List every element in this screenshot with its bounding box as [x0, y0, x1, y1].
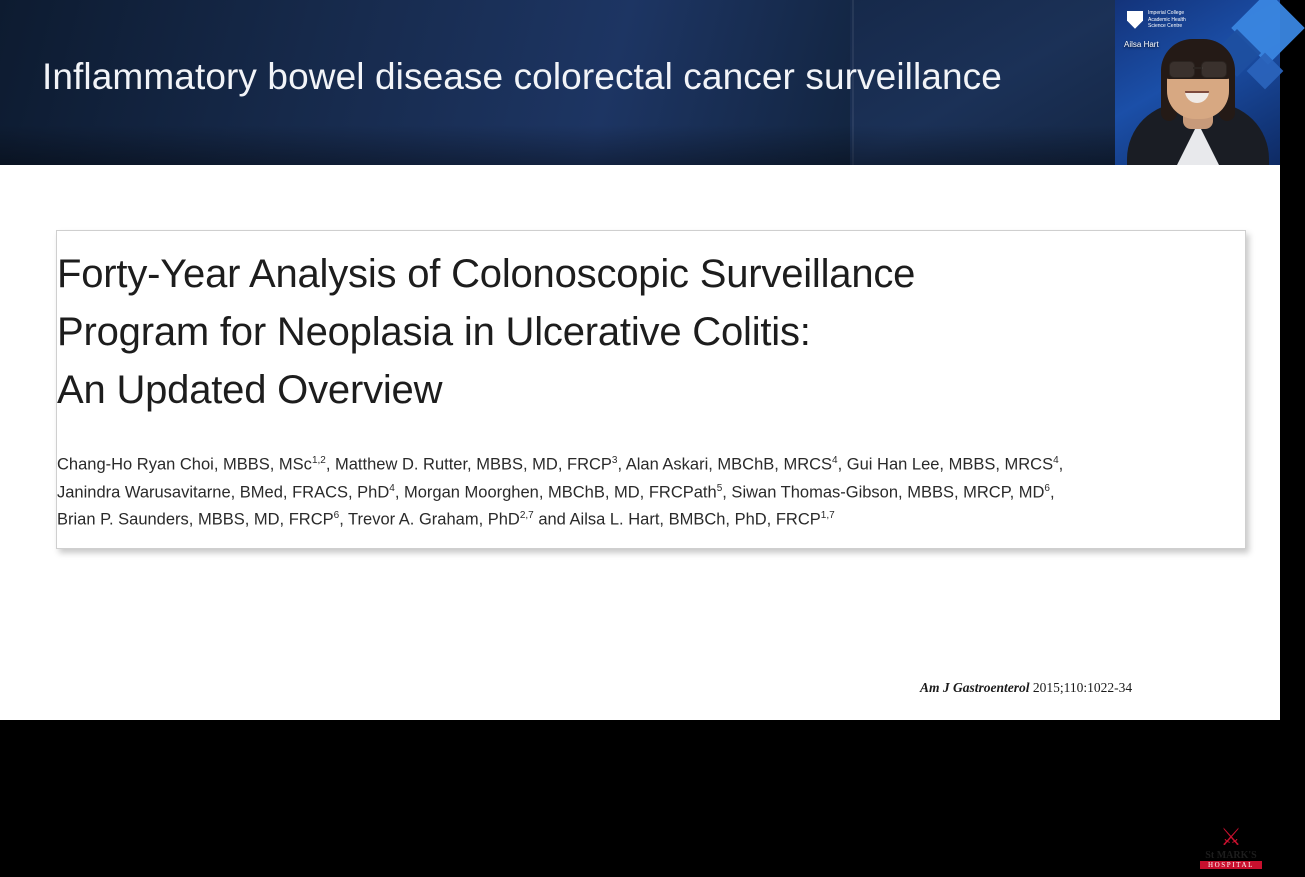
author-line-3: Brian P. Saunders, MBBS, MD, FRCP$^6$, Trevor A. Graham, PhD$^{2,7}$ and Ailsa L. Hart, BMBCh, PhD, FRCP$^{1,7}$	[57, 510, 835, 529]
citation-journal: Am J Gastroenterol	[920, 680, 1030, 695]
article-title	[57, 245, 1227, 419]
hospital-sub-text: HOSPITAL	[1207, 861, 1255, 869]
article-title-line-1: Forty-Year Analysis of Colonoscopic Surveillance	[57, 252, 916, 296]
header-bottom-shade	[0, 125, 1280, 165]
article-title-line-2: Program for Neoplasia in Ulcerative Colitis:	[57, 310, 811, 354]
hospital-name-text: St MARK'S	[1205, 850, 1257, 861]
glasses-icon	[1169, 61, 1227, 77]
slide-content-area	[0, 165, 1280, 869]
shield-icon	[1127, 11, 1143, 29]
logo-line-1: Imperial College	[1148, 10, 1185, 16]
logo-line-3: Science Centre	[1148, 23, 1183, 29]
glasses-lens-left	[1169, 61, 1195, 78]
speaker-name-label: Ailsa Hart	[1124, 40, 1159, 49]
speaker-video-thumbnail[interactable]	[1115, 0, 1280, 165]
article-author-list	[57, 449, 1227, 532]
article-title-line-3: An Updated Overview	[57, 368, 443, 412]
author-line-1: Chang-Ho Ryan Choi, MBBS, MSc$^{1,2}$, Matthew D. Rutter, MBBS, MD, FRCP$^3$, Alan Askari, MBChB, MRCS$^4$, Gui Han Lee, MBBS, MRCS$^4$,	[57, 455, 1064, 474]
imperial-college-logo-text	[1148, 10, 1186, 30]
citation-details: 2015;110:1022-34	[1032, 680, 1133, 695]
author-line-2: Janindra Warusavitarne, BMed, FRACS, PhD$^4$, Morgan Moorghen, MBChB, MD, FRCPath$^5$, Siwan Thomas-Gibson, MBBS, MRCP, $MD^6$,	[57, 482, 1055, 501]
slide-title: Inflammatory bowel disease colorectal cancer surveillance	[42, 56, 1002, 97]
citation-text	[920, 680, 1132, 696]
glasses-lens-right	[1201, 61, 1227, 78]
imperial-college-logo	[1127, 10, 1186, 30]
journal-article-screenshot	[56, 230, 1246, 549]
st-marks-hospital-logo	[1198, 825, 1264, 877]
lion-icon: ⚔	[1220, 824, 1242, 851]
slide-header-band	[0, 0, 1280, 165]
logo-line-2: Academic Health	[1148, 16, 1186, 23]
speaker-figure	[1115, 47, 1280, 165]
